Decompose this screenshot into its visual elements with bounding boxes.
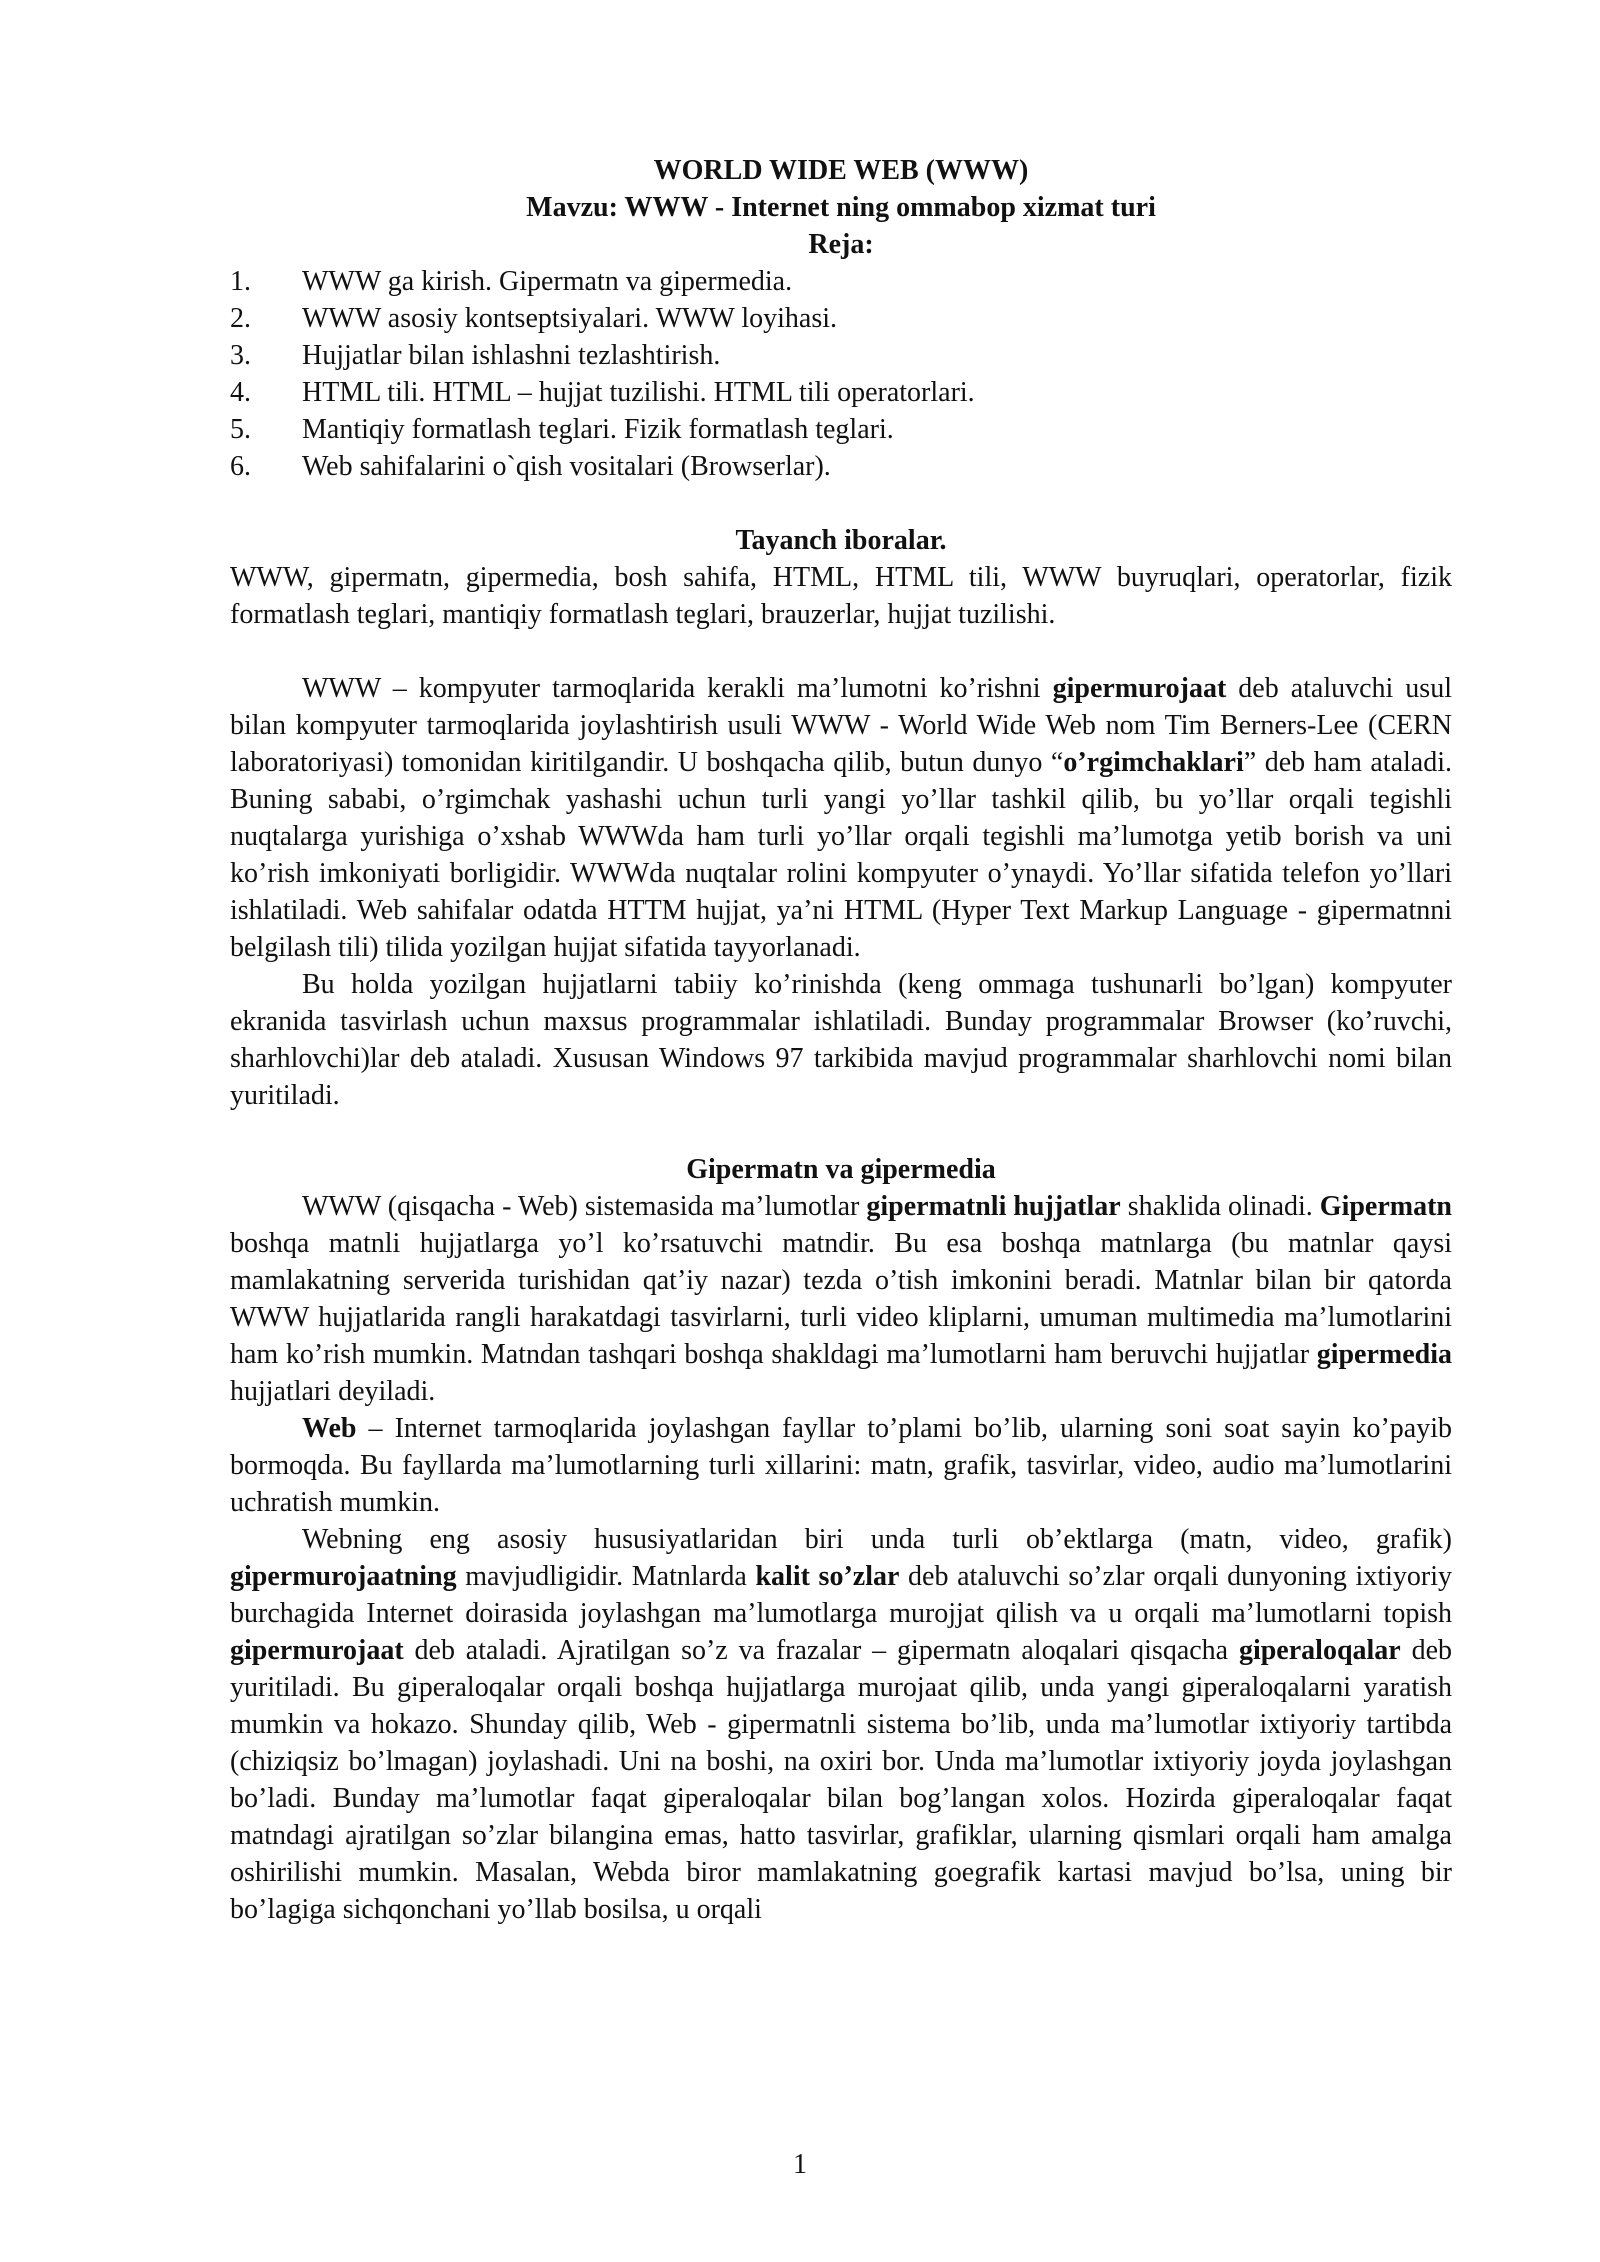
text-run: ” deb ham ataladi. Buning sababi, o’rgimchak yashashi uchun turli yangi yo’llar tashkil qilib, bu yo’llar orqali tegishli nuqtalarga yurishiga o’xshab WWWda ham turli yo’llar orqali tegishli ma’lumotga yetib borish va uni ko’rish imkoniyati borligidir. WWWda nuqtalar rolini kompyuter o’ynaydi. Yo’llar sifatida telefon yo’llari ishlatiladi. Web sahifalar odatda HTTM hujjat, ya’ni HTML (Hyper Text Markup Language - gipermatnni belgilash tili) tilida yozilgan hujjat sifatida tayyorlanadi. bbox=[230, 747, 1453, 963]
document-page bbox=[230, 152, 1452, 1928]
section-paragraph-2 bbox=[230, 1410, 1452, 1521]
plan-item-text: Hujjatlar bilan ishlashni tezlashtirish. bbox=[302, 340, 721, 371]
plan-list bbox=[230, 263, 1452, 485]
bold-term: gipermurojaatning bbox=[230, 1561, 457, 1592]
spacer bbox=[230, 1114, 1452, 1151]
plan-item bbox=[230, 300, 1452, 337]
page-number: 1 bbox=[793, 2149, 807, 2180]
keywords-heading: Tayanch iboralar. bbox=[735, 525, 947, 556]
text-run: shaklida olinadi. bbox=[1120, 1191, 1320, 1222]
text-run: deb ataladi. Ajratilgan so’z va frazalar – gipermatn aloqalari qisqacha bbox=[403, 1635, 1239, 1666]
intro-paragraph-1 bbox=[230, 670, 1452, 966]
intro-paragraph-2: Bu holda yozilgan hujjatlarni tabiiy ko’rinishda (keng ommaga tushunarli bo’lgan) kompyuter ekranida tasvirlash uchun maxsus programmalar ishlatiladi. Bunday programmalar Browser (ko’ruvchi, sharhlovchi)lar deb ataladi. Xususan Windows 97 tarkibida mavjud programmalar sharhlovchi nomi bilan yuritiladi. bbox=[230, 969, 1452, 1111]
section-paragraph-1 bbox=[230, 1188, 1452, 1410]
bold-term: Web bbox=[302, 1413, 357, 1444]
text-run: deb ataluvchi so’zlar orqali dunyoning ixtiyoriy burchagida Internet doirasida joylashgan ma’lumotlarga murojjat qilish va u orqali ma’lumotlarni topish bbox=[230, 1561, 1452, 1629]
section-heading: Gipermatn va gipermedia bbox=[686, 1154, 996, 1185]
section-paragraph-3 bbox=[230, 1521, 1452, 1928]
text-run: WWW – kompyuter tarmoqlarida kerakli ma’lumotni ko’rishni bbox=[302, 673, 1053, 704]
plan-item-text: Web sahifalarini o`qish vositalari (Browserlar). bbox=[302, 451, 831, 482]
bold-term: giperaloqalar bbox=[1238, 1635, 1401, 1666]
bold-term: Gipermatn bbox=[1319, 1191, 1453, 1222]
plan-item-number: 1. bbox=[230, 266, 251, 297]
text-run: Webning eng asosiy hususiyatlaridan biri unda turli ob’ektlarga (matn, video, grafik) bbox=[302, 1524, 1452, 1555]
text-run: boshqa matnli hujjatlarga yo’l ko’rsatuvchi matndir. Bu esa boshqa matnlarga (bu matnlar qaysi mamlakatning serverida turishidan qat’iy nazar) tezda o’tish imkonini beradi. Matnlar bilan bir qatorda WWW hujjatlarida rangli harakatdagi tasvirlarni, turli video kliplarni, umuman multimedia ma’lumotlarini ham ko’rish mumkin. Matndan tashqari boshqa shakldagi ma’lumotlarni ham beruvchi hujjatlar bbox=[230, 1228, 1452, 1370]
plan-item-number: 2. bbox=[230, 303, 251, 334]
document-title: WORLD WIDE WEB (WWW) bbox=[653, 155, 1029, 186]
plan-item-text: WWW asosiy kontseptsiyalari. WWW loyihasi. bbox=[302, 303, 838, 334]
text-run: hujjatlari deyiladi. bbox=[230, 1376, 436, 1407]
text-run: deb ataluvchi usul bilan kompyuter tarmoqlarida joylashtirish usuli WWW - World Wide Web nom Tim Berners-Lee (CERN laboratoriyasi) tomonidan kiritilgandir. U boshqacha qilib, butun dunyo “ bbox=[230, 673, 1452, 778]
spacer bbox=[230, 485, 1452, 522]
plan-item-number: 6. bbox=[230, 451, 251, 482]
plan-item-text: WWW ga kirish. Gipermatn va gipermedia. bbox=[302, 266, 793, 297]
spacer bbox=[230, 633, 1452, 670]
bold-term: kalit so’zlar bbox=[755, 1561, 900, 1592]
bold-term: gipermurojaat bbox=[1052, 673, 1227, 704]
document-subtitle: Mavzu: WWW - Internet ning ommabop xizmat turi bbox=[526, 192, 1156, 223]
plan-item-number: 3. bbox=[230, 340, 251, 371]
text-run: WWW (qisqacha - Web) sistemasida ma’lumotlar bbox=[302, 1191, 867, 1222]
plan-item bbox=[230, 263, 1452, 300]
plan-item bbox=[230, 337, 1452, 374]
plan-item-text: Mantiqiy formatlash teglari. Fizik formatlash teglari. bbox=[302, 414, 894, 445]
plan-item-number: 4. bbox=[230, 377, 251, 408]
keywords-text: WWW, gipermatn, gipermedia, bosh sahifa, HTML, HTML tili, WWW buyruqlari, operatorlar, fizik formatlash teglari, mantiqiy formatlash teglari, brauzerlar, hujjat tuzilishi. bbox=[230, 562, 1452, 630]
text-run: – Internet tarmoqlarida joylashgan fayllar to’plami bo’lib, ularning soni soat sayin ko’payib bormoqda. Bu fayllarda ma’lumotlarning turli xillarini: matn, grafik, tasvirlar, video, audio ma’lumotlarini uchratish mumkin. bbox=[230, 1413, 1452, 1518]
plan-item bbox=[230, 411, 1452, 448]
bold-term: gipermurojaat bbox=[230, 1635, 404, 1666]
text-run: mavjudligidir. Matnlarda bbox=[456, 1561, 756, 1592]
bold-term: gipermatnli hujjatlar bbox=[866, 1191, 1121, 1222]
plan-item bbox=[230, 448, 1452, 485]
bold-term: gipermedia bbox=[1316, 1339, 1452, 1370]
plan-item-number: 5. bbox=[230, 414, 251, 445]
plan-item bbox=[230, 374, 1452, 411]
bold-term: o’rgimchaklari bbox=[1063, 747, 1244, 778]
plan-item-text: HTML tili. HTML – hujjat tuzilishi. HTML tili operatorlari. bbox=[302, 377, 975, 408]
plan-heading: Reja: bbox=[808, 229, 874, 260]
text-run: deb yuritiladi. Bu giperaloqalar orqali boshqa hujjatlarga murojaat qilib, unda yangi giperaloqalarni yaratish mumkin va hokazo. Shunday qilib, Web - gipermatnli sistema bo’lib, unda ma’lumotlar ixtiyoriy tartibda (chiziqsiz bo’lmagan) joylashadi. Uni na boshi, na oxiri bor. Unda ma’lumotlar ixtiyoriy joyda joylashgan bo’ladi. Bunday ma’lumotlar faqat giperaloqalar bilan bog’langan xolos. Hozirda giperaloqalar faqat matndagi ajratilgan so’zlar bilangina emas, hatto tasvirlar, grafiklar, ularning qismlari orqali ham amalga oshirilishi mumkin. Masalan, Webda biror mamlakatning goegrafik kartasi mavjud bo’lsa, uning bir bo’lagiga sichqonchani yo’llab bosilsa, u orqali bbox=[230, 1635, 1452, 1925]
